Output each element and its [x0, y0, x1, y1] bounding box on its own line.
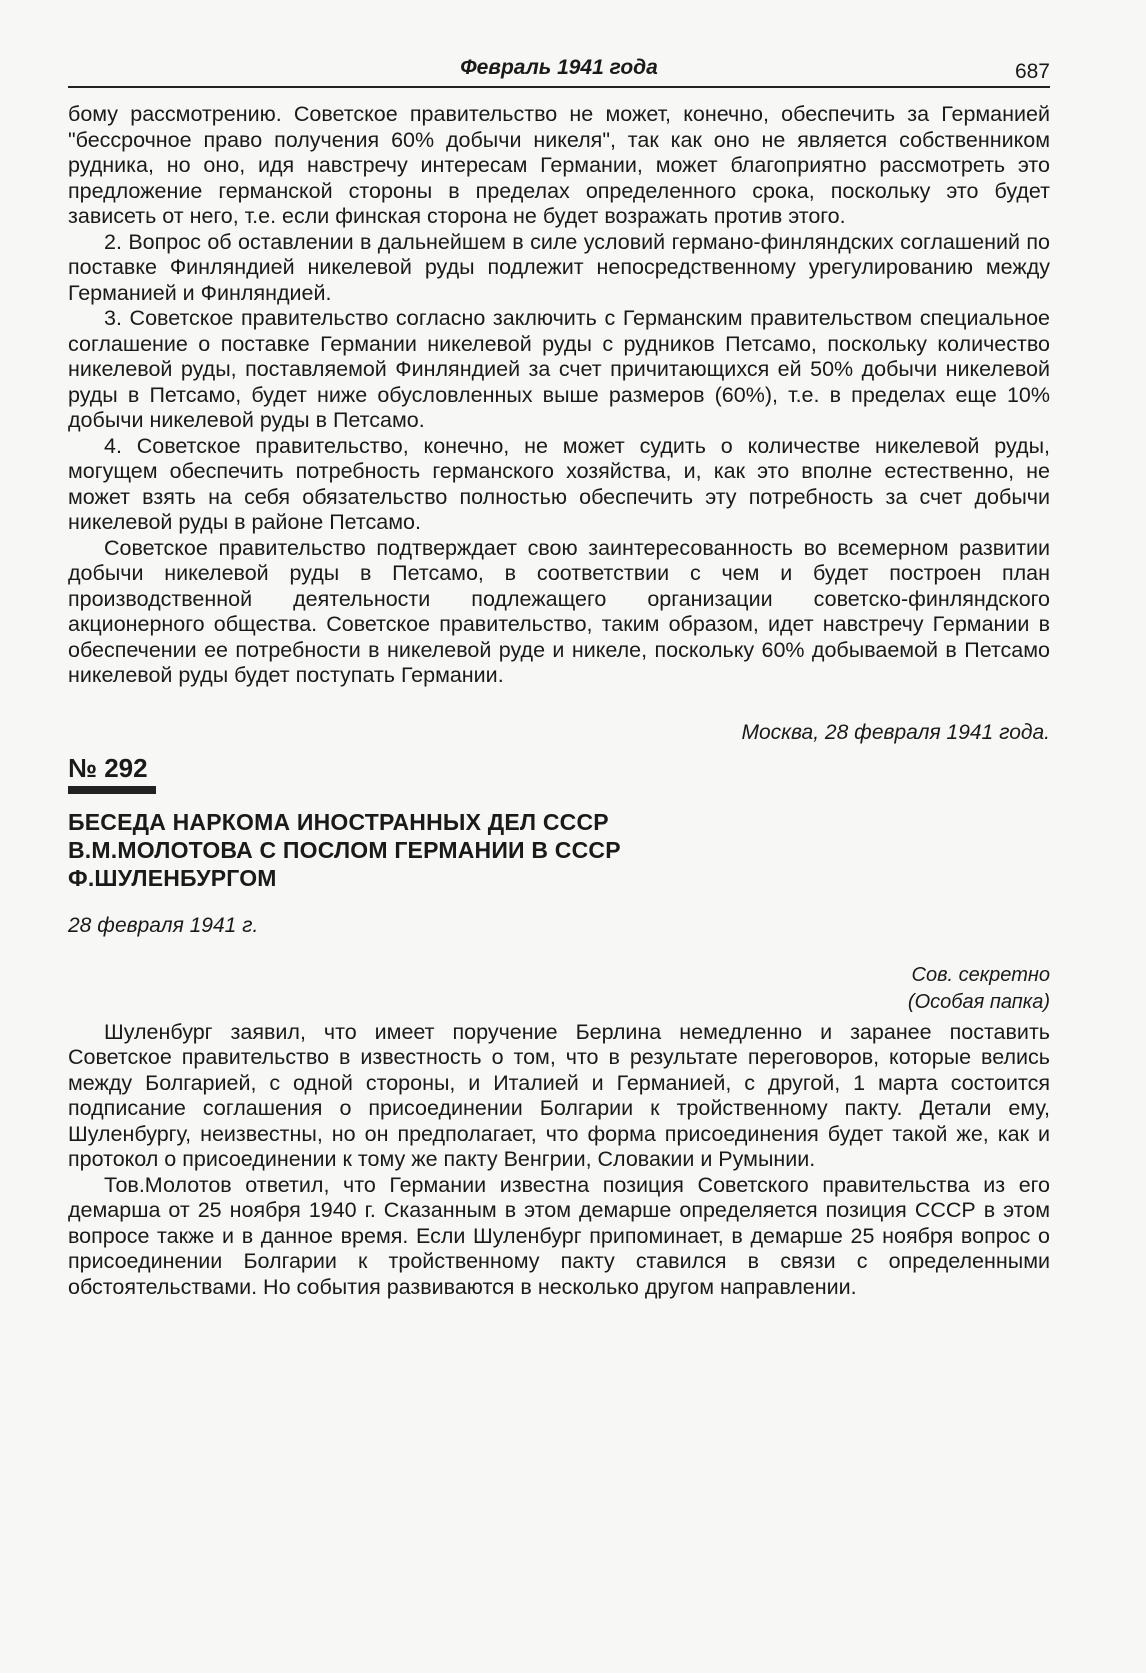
book-page	[68, 48, 1050, 1300]
classification-line: (Особая папка)	[907, 990, 1050, 1013]
paragraph-schulenburg: Шуленбург заявил, что имеет поручение Берлина немедленно и заранее поставить Советское правительство в известность о том, что в результате переговоров, которые велись между Болгарией, с одной стороны, и Италией и Германией, с другой, 1 марта состоится подписание соглашения о присоединении Болгарии к тройственному пакту. Детали ему, Шуленбургу, неизвестны, но он предполагает, что форма присоединения будет такой же, как и протокол о присоединении к тому же пакту Венгрии, Словакии и Румынии.	[68, 1019, 1050, 1171]
document-title-line: БЕСЕДА НАРКОМА ИНОСТРАННЫХ ДЕЛ СССР	[68, 808, 609, 835]
paragraph-continuation: бому рассмотрению. Советское правительство не может, конечно, обеспечить за Германией "бессрочное право получения 60% добычи никеля", так как оно не является собственником рудника, но оно, идя навстречу интересам Германии, может благоприятно рассмотреть это предложение германской стороны в пределах определенного срока, поскольку это будет зависеть от него, т.е. если финская сторона не будет возражать против этого.	[68, 102, 1050, 228]
classification-marking	[68, 962, 1050, 1016]
document-291-body	[68, 102, 1050, 689]
running-title: Февраль 1941 года	[460, 56, 658, 79]
page-number: 687	[1014, 60, 1050, 83]
classification-line: Сов. секретно	[911, 963, 1050, 986]
place-date-line: Москва, 28 февраля 1941 года.	[741, 720, 1050, 744]
document-title	[68, 808, 1050, 892]
document-number-rule	[68, 786, 156, 794]
paragraph-molotov: Тов.Молотов ответил, что Германии известна позиция Советского правительства из его демарша от 25 ноября 1940 г. Сказанным в этом демарше определяется позиция СССР в этом вопросе также и в данное время. Если Шуленбург припоминает, в демарше 25 ноября вопрос о присоединении Болгарии к тройственному пакту ставился в связи с определенными обстоятельствами. Но события развиваются в несколько другом направлении.	[68, 1172, 1050, 1299]
paragraph-item-3: 3. Советское правительство согласно заключить с Германским правительством специальное соглашение о поставке Германии никелевой руды с рудников Петсамо, поскольку количество никелевой руды, поставляемой Финляндией за счет причитающихся ей 50% добычи никелевой руды в Петсамо, будет ниже обусловленных выше размеров (60%), т.е. в пределах еще 10% добычи никелевой руды в Петсамо.	[68, 306, 1050, 432]
document-date: 28 февраля 1941 г.	[68, 913, 259, 937]
document-number: № 292	[68, 752, 148, 783]
document-title-line: В.М.МОЛОТОВА С ПОСЛОМ ГЕРМАНИИ В СССР	[68, 836, 621, 863]
paragraph-item-2: 2. Вопрос об оставлении в дальнейшем в силе условий германо-финляндских соглашений по поставке Финляндией никелевой руды подлежит непосредственному урегулированию между Германией и Финляндией.	[68, 229, 1050, 305]
document-title-line: Ф.ШУЛЕНБУРГОМ	[68, 864, 277, 891]
running-header	[68, 48, 1050, 88]
document-292-body	[68, 1020, 1050, 1301]
paragraph-conclusion: Советское правительство подтверждает свою заинтересованность во всемерном развитии добычи никелевой руды в Петсамо, в соответствии с чем и будет построен план производственной деятельности подлежащего организации советско-финляндского акционерного общества. Советское правительство, таким образом, идет навстречу Германии в обеспечении ее потребности в никелевой руде и никеле, поскольку 60% добываемой в Петсамо никелевой руды будет поступать Германии.	[68, 535, 1050, 687]
paragraph-item-4: 4. Советское правительство, конечно, не может судить о количестве никелевой руды, могущем обеспечить потребность германского хозяйства, и, как это вполне естественно, не может взять на себя обязательство полностью обеспечить эту потребность за счет добычи никелевой руды в районе Петсамо.	[68, 433, 1050, 534]
